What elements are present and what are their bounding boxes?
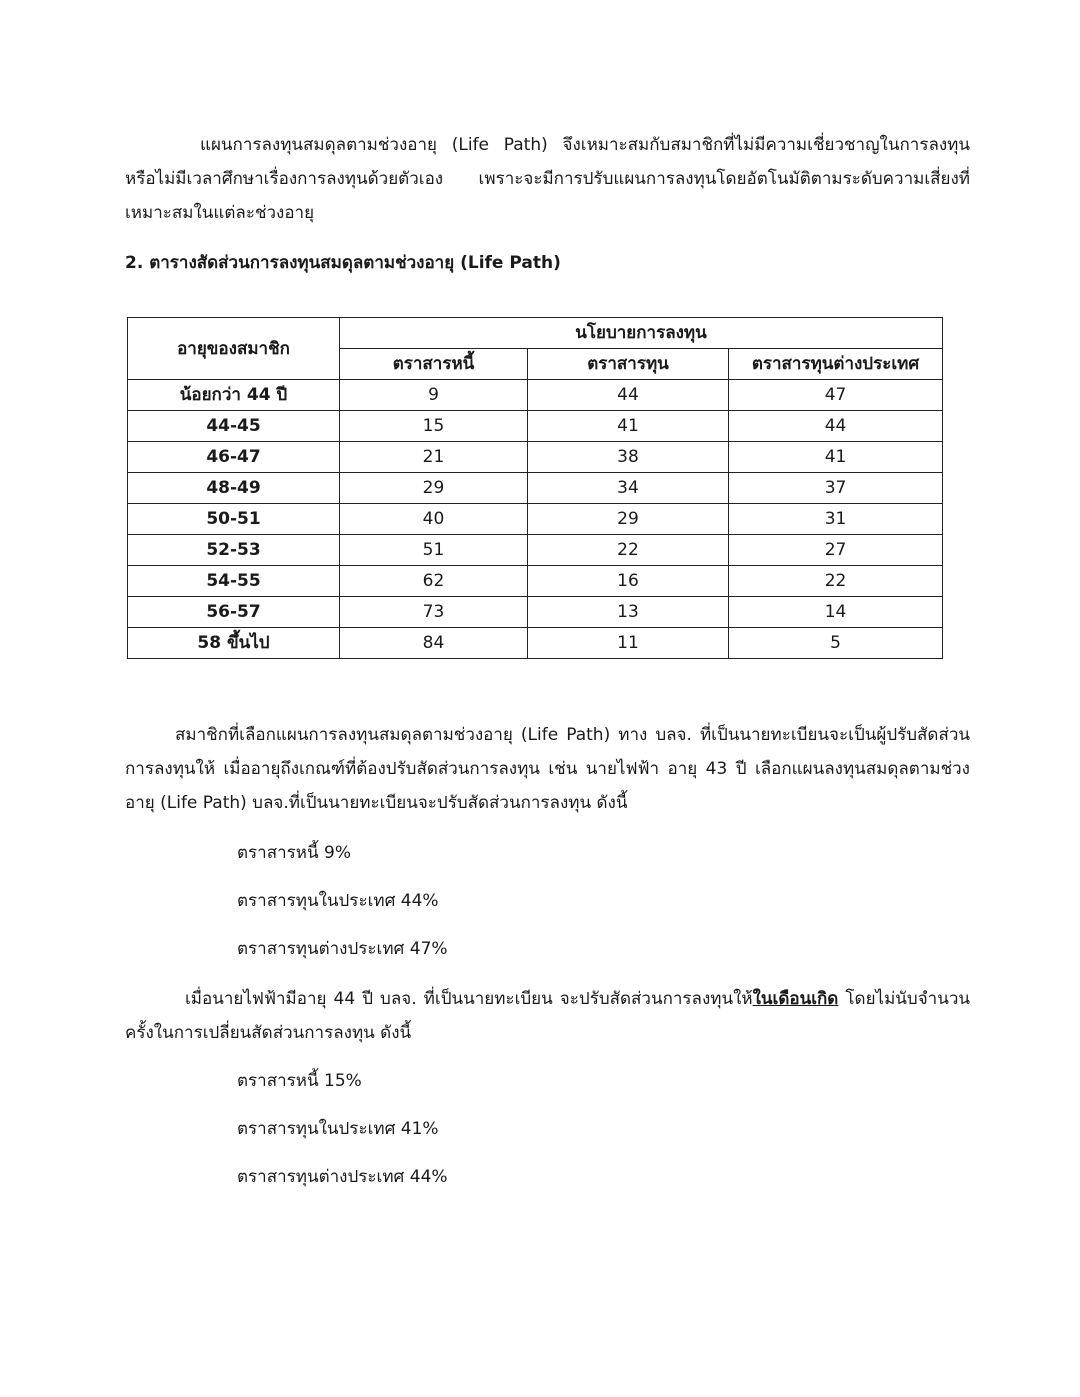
table-row (128, 411, 943, 442)
allocation-item: ตราสารทุนในประเทศ 44% (237, 891, 439, 911)
bond-cell: 29 (340, 473, 528, 504)
equity-cell: 29 (528, 504, 729, 535)
age-cell: 54-55 (128, 566, 340, 597)
example-text-after: โดยไม่นับจำนวนครั้งในการเปลี่ยนสัดส่วนการลงทุน ดังนี้ (125, 989, 970, 1043)
age-cell: 52-53 (128, 535, 340, 566)
foreign-cell: 5 (729, 628, 943, 659)
column-header-equity: ตราสารทุน (528, 349, 729, 380)
bond-cell: 21 (340, 442, 528, 473)
equity-cell: 11 (528, 628, 729, 659)
age-cell: 44-45 (128, 411, 340, 442)
table-row (128, 380, 943, 411)
table-row (128, 473, 943, 504)
equity-cell: 38 (528, 442, 729, 473)
foreign-cell: 14 (729, 597, 943, 628)
policy-header: นโยบายการลงทุน (340, 318, 943, 349)
foreign-cell: 41 (729, 442, 943, 473)
example-text-before: เมื่อนายไฟฟ้ามีอายุ 44 ปี บลจ. ที่เป็นนายทะเบียน จะปรับสัดส่วนการลงทุนให้ (185, 989, 753, 1009)
bond-cell: 62 (340, 566, 528, 597)
bond-cell: 40 (340, 504, 528, 535)
equity-cell: 41 (528, 411, 729, 442)
column-header-foreign: ตราสารทุนต่างประเทศ (729, 349, 943, 380)
example-paragraph-1: สมาชิกที่เลือกแผนการลงทุนสมดุลตามช่วงอายุ (Life Path) ทาง บลจ. ที่เป็นนายทะเบียนจะเป็นผู้ปรับสัดส่วนการลงทุนให้ เมื่ออายุถึงเกณฑ์ที่ต้องปรับสัดส่วนการลงทุน เช่น นายไฟฟ้า อายุ 43 ปี เลือกแผนลงทุนสมดุลตามช่วงอายุ (Life Path) บลจ.ที่เป็นนายทะเบียนจะปรับสัดส่วนการลงทุน ดังนี้ (125, 725, 970, 813)
age-cell: 58 ขึ้นไป (128, 628, 340, 659)
bond-cell: 73 (340, 597, 528, 628)
age-cell: 56-57 (128, 597, 340, 628)
foreign-cell: 37 (729, 473, 943, 504)
table-row (128, 628, 943, 659)
foreign-cell: 27 (729, 535, 943, 566)
foreign-cell: 22 (729, 566, 943, 597)
example-paragraph-2 (125, 982, 970, 1050)
age-cell: 48-49 (128, 473, 340, 504)
age-cell: น้อยกว่า 44 ปี (128, 380, 340, 411)
table-row (128, 442, 943, 473)
foreign-cell: 44 (729, 411, 943, 442)
foreign-cell: 47 (729, 380, 943, 411)
bond-cell: 9 (340, 380, 528, 411)
equity-cell: 13 (528, 597, 729, 628)
equity-cell: 34 (528, 473, 729, 504)
table-row (128, 535, 943, 566)
equity-cell: 16 (528, 566, 729, 597)
equity-cell: 44 (528, 380, 729, 411)
age-header: อายุของสมาชิก (128, 318, 340, 380)
bond-cell: 51 (340, 535, 528, 566)
table-row (128, 566, 943, 597)
emphasis-birth-month: ในเดือนเกิด (752, 989, 839, 1009)
section-heading: 2. ตารางสัดส่วนการลงทุนสมดุลตามช่วงอายุ (Life Path) (125, 253, 561, 273)
allocation-item: ตราสารทุนต่างประเทศ 47% (237, 939, 448, 959)
age-cell: 50-51 (128, 504, 340, 535)
bond-cell: 84 (340, 628, 528, 659)
column-header-bond: ตราสารหนี้ (340, 349, 528, 380)
table-row (128, 504, 943, 535)
allocation-table (127, 317, 943, 659)
allocation-item: ตราสารหนี้ 9% (237, 843, 351, 863)
age-cell: 46-47 (128, 442, 340, 473)
allocation-item: ตราสารหนี้ 15% (237, 1071, 362, 1091)
allocation-item: ตราสารทุนต่างประเทศ 44% (237, 1167, 448, 1187)
foreign-cell: 31 (729, 504, 943, 535)
allocation-item: ตราสารทุนในประเทศ 41% (237, 1119, 439, 1139)
equity-cell: 22 (528, 535, 729, 566)
table-row (128, 597, 943, 628)
bond-cell: 15 (340, 411, 528, 442)
intro-paragraph: แผนการลงทุนสมดุลตามช่วงอายุ (Life Path) จึงเหมาะสมกับสมาชิกที่ไม่มีความเชี่ยวชาญในการลงทุน หรือไม่มีเวลาศึกษาเรื่องการลงทุนด้วยตัวเอง เพราะจะมีการปรับแผนการลงทุนโดยอัตโนมัติตามระดับความเสี่ยงที่เหมาะสมในแต่ละช่วงอายุ (125, 135, 970, 223)
